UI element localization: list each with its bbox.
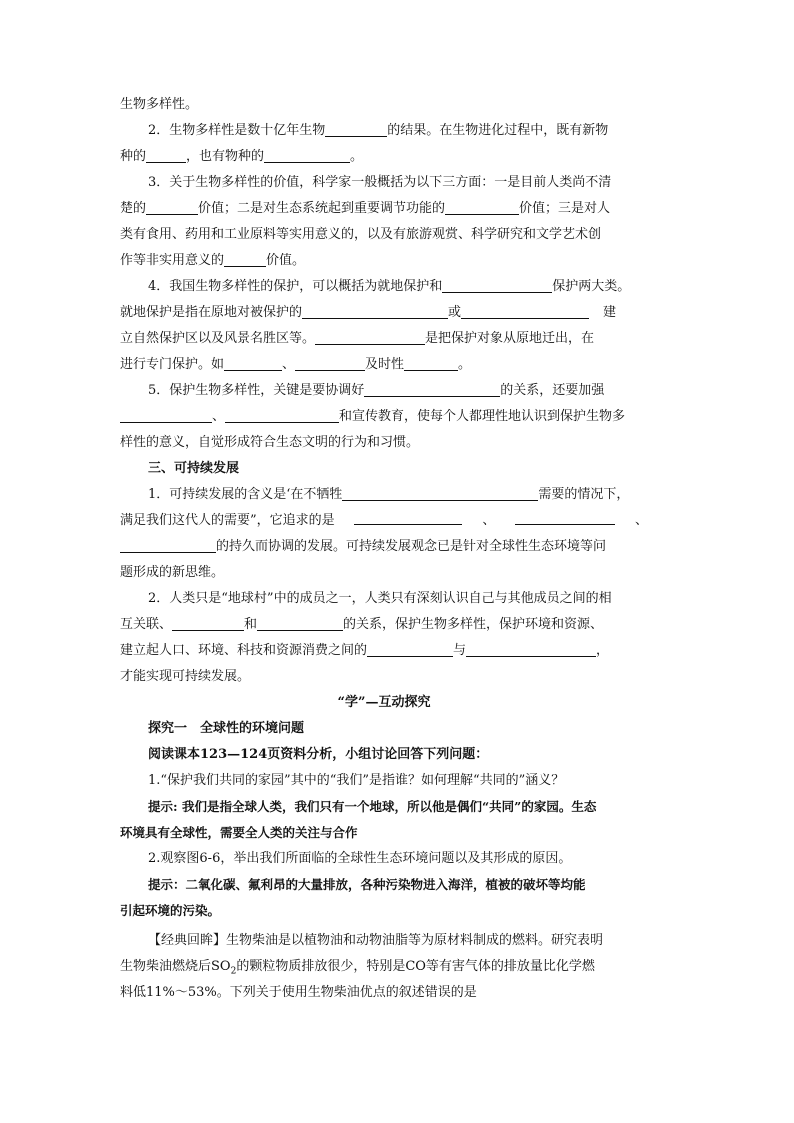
text: 才能实现可持续发展。 <box>120 669 251 684</box>
text: 的颗粒物质排放很少，特别是CO等有害气体的排放量比化学燃 <box>236 959 595 974</box>
text: 的结果。在生物进化过程中，既有新物 <box>387 123 609 138</box>
hint-1-line2: 环境具有全球性，需要全人类的关注与合作 <box>120 825 358 840</box>
hint-2 <box>120 872 648 898</box>
text: 及时性 <box>365 357 405 372</box>
blank[interactable] <box>342 484 538 501</box>
text: 1．可持续发展的含义是‘在不牺牲 <box>148 487 343 502</box>
explore-instruction: 阅读课本123—124页资料分析，小组讨论回答下列问题： <box>148 747 489 762</box>
blank[interactable] <box>325 120 387 137</box>
blank[interactable] <box>354 508 462 525</box>
text: 价值；二是对生态系统起到重要调节功能的 <box>198 201 446 216</box>
text: 、 <box>482 513 496 528</box>
text: 。 <box>350 149 364 164</box>
hint-2-line2: 引起环境的污染。 <box>120 903 221 918</box>
text: 2．生物多样性是数十亿年生物 <box>148 123 326 138</box>
blank[interactable] <box>364 380 500 397</box>
text: ， <box>596 643 610 658</box>
blank[interactable] <box>146 198 198 215</box>
text: 、 <box>212 409 226 424</box>
sustain-item-1 <box>120 482 648 508</box>
item-3-line4 <box>120 248 648 274</box>
sustain-item-1-line4 <box>120 560 648 586</box>
text: 的关系，保护生物多样性，保护环境和资源、 <box>343 617 604 632</box>
text: 进行专门保护。如 <box>120 357 225 372</box>
text: 和宣传教育，使每个人都理性地认识到保护生物多 <box>339 409 626 424</box>
text: 建立起人口、环境、科技和资源消费之间的 <box>120 643 368 658</box>
item-4 <box>120 274 648 300</box>
item-2-line2 <box>120 144 648 170</box>
item-5 <box>120 378 648 404</box>
text: 和 <box>244 617 258 632</box>
question-1: 1.“保护我们共同的家园”其中的“我们”是指谁？如何理解“共同的”涵义？ <box>148 773 565 788</box>
classic-review <box>120 928 648 954</box>
text: 。 <box>458 357 472 372</box>
text: ，也有物种的 <box>186 149 265 164</box>
blank[interactable] <box>225 406 339 423</box>
item-3 <box>120 170 648 196</box>
text: 与 <box>453 643 467 658</box>
item-4-line4 <box>120 352 648 378</box>
blank[interactable] <box>172 614 244 631</box>
blank[interactable] <box>224 250 266 267</box>
text: 种的 <box>120 149 147 164</box>
item-5-line3 <box>120 430 648 456</box>
item-4-line3 <box>120 326 648 352</box>
text: 5．保护生物多样性，关键是要协调好 <box>148 383 365 398</box>
text: 的关系，还要加强 <box>500 383 605 398</box>
text: 我们是指全球人类，我们只有一个地球，所以他是偶们“共同”的家园。生态 <box>181 799 597 814</box>
text: 二氧化碳、氟利昂的大量排放，各种污染物进入海洋，植被的破坏等均能 <box>185 877 586 892</box>
text: 价值。 <box>266 253 306 268</box>
text: 类有食用、药用和工业原料等实用意义的，以及有旅游观赏、科学研究和文学艺术创 <box>120 227 602 242</box>
blank[interactable] <box>146 146 186 163</box>
text: 作等非实用意义的 <box>120 253 225 268</box>
blank[interactable] <box>515 508 615 525</box>
text: 2．人类只是“地球村”中的成员之一，人类只有深刻认识自己与其他成员之间的相 <box>148 591 612 606</box>
xue-title: “学”—互动探究 <box>337 695 431 710</box>
paragraph-continuation <box>120 92 648 118</box>
hint-1 <box>120 794 648 820</box>
blank[interactable] <box>120 536 216 553</box>
blank[interactable] <box>442 276 552 293</box>
document-page <box>120 92 648 1006</box>
text: 、 <box>634 513 648 528</box>
sustain-item-1-line3 <box>120 534 648 560</box>
text: 需要的情况下， <box>538 487 630 502</box>
blank[interactable] <box>295 354 365 371</box>
blank[interactable] <box>367 640 453 657</box>
sustain-item-2-line2 <box>120 612 648 638</box>
text: 建 <box>603 305 617 320</box>
sustain-item-2-line3 <box>120 638 648 664</box>
item-3-line3 <box>120 222 648 248</box>
text: 生物多样性。 <box>120 97 199 112</box>
sustain-item-2-line4 <box>120 664 648 690</box>
item-3-line2 <box>120 196 648 222</box>
text: 或 <box>448 305 462 320</box>
blank[interactable] <box>466 640 596 657</box>
text: 样性的意义，自觉形成符合生态文明的行为和习惯。 <box>120 435 420 450</box>
text: 立自然保护区以及风景名胜区等。 <box>120 331 316 346</box>
text: 4．我国生物多样性的保护，可以概括为就地保护和 <box>148 279 443 294</box>
sustain-item-1-line2 <box>120 508 648 534</box>
explore-title: 探究一 全球性的环境问题 <box>148 721 305 736</box>
text: 满足我们这代人的需要”，它追求的是 <box>120 513 335 528</box>
item-4-line2 <box>120 300 648 326</box>
hint-label: 提示: <box>148 799 178 814</box>
text: 价值；三是对人 <box>519 201 611 216</box>
text: 3．关于生物多样性的价值，科学家一般概括为以下三方面：一是目前人类尚不清 <box>148 175 612 190</box>
text: 生物柴油是以植物油和动物油脂等为原材料制成的燃料。研究表明 <box>226 933 604 948</box>
text: 、 <box>282 357 296 372</box>
subscript: 2 <box>230 966 237 977</box>
blank[interactable] <box>445 198 519 215</box>
text: 生物柴油燃烧后SO <box>120 959 231 974</box>
blank[interactable] <box>302 302 448 319</box>
text: 保护两大类。 <box>552 279 631 294</box>
text: 楚的 <box>120 201 147 216</box>
question-2: 2.观察图6-6，举出我们所面临的全球性生态环境问题以及其形成的原因。 <box>148 851 572 866</box>
text: 的持久而协调的发展。可持续发展观念已是针对全球性生态环境等问 <box>216 539 607 554</box>
hint-label: 提示： <box>148 877 186 892</box>
blank[interactable] <box>264 146 350 163</box>
text: 互关联、 <box>120 617 173 632</box>
classic-label: 【经典回眸】 <box>148 933 227 948</box>
blank[interactable] <box>315 328 425 345</box>
text: 题形成的新思维。 <box>120 565 225 580</box>
blank[interactable] <box>257 614 343 631</box>
blank[interactable] <box>120 406 212 423</box>
item-2 <box>120 118 648 144</box>
section-title: 三、可持续发展 <box>148 461 240 476</box>
text: 是把保护对象从原地迁出，在 <box>425 331 595 346</box>
blank[interactable] <box>404 354 458 371</box>
text: 就地保护是指在原地对被保护的 <box>120 305 303 320</box>
classic-review-line3: 料低11%～53%。下列关于使用生物柴油优点的叙述错误的是 <box>120 985 477 1000</box>
blank[interactable] <box>461 302 589 319</box>
sustain-item-2 <box>120 586 648 612</box>
item-5-line2 <box>120 404 648 430</box>
classic-review-line2 <box>120 954 648 980</box>
blank[interactable] <box>224 354 282 371</box>
